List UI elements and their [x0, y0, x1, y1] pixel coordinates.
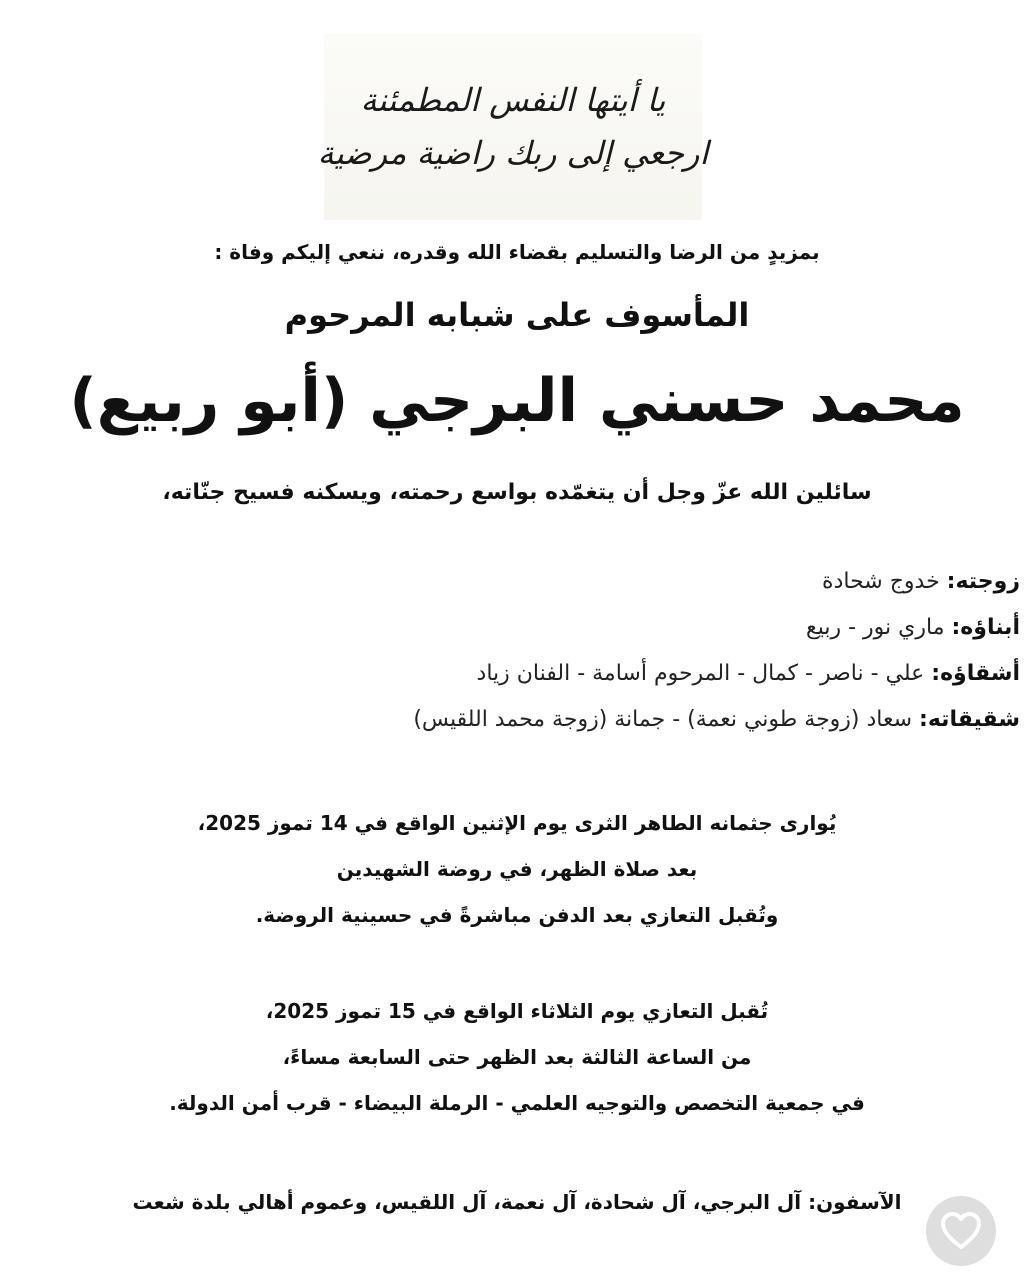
family-value: سعاد (زوجة طوني نعمة) - جمانة (زوجة محمد اللقيس): [413, 707, 920, 732]
calligraphy-line-1: يا أيتها النفس المطمئنة: [360, 80, 666, 119]
funeral-line-2: بعد صلاة الظهر، في روضة الشهيدين: [336, 857, 698, 881]
family-row-children: [413, 612, 1020, 658]
funeral-line-3: وتُقبل التعازي بعد الدفن مباشرةً في حسينية الروضة.: [255, 903, 779, 927]
family-value: ماري نور - ربيع: [806, 615, 952, 640]
prayer-text: سائلين الله عزّ وجل أن يتغمّده بواسع رحمته، ويسكنه فسيح جنّاته،: [162, 480, 872, 505]
subheading: المأسوف على شبابه المرحوم: [284, 296, 750, 334]
condolence-line-3: في جمعية التخصص والتوجيه العلمي - الرملة البيضاء - قرب أمن الدولة.: [169, 1091, 865, 1115]
family-row-brothers: [413, 658, 1020, 704]
family-label: شقيقاته:: [919, 707, 1020, 732]
condolence-line-1: تُقبل التعازي يوم الثلاثاء الواقع في 15 تموز 2025،: [265, 999, 769, 1023]
mourners-line: الآسفون: آل البرجي، آل شحادة، آل نعمة، آل اللقيس، وعموم أهالي بلدة شعت: [132, 1190, 902, 1214]
calligraphy-line-2: ارجعي إلى ربك راضية مرضية: [317, 134, 709, 172]
family-value: علي - ناصر - كمال - المرحوم أسامة - الفنان زياد: [476, 661, 932, 686]
deceased-name: محمد حسني البرجي (أبو ربيع): [69, 366, 965, 436]
family-row-sisters: [413, 704, 1020, 750]
heart-icon-shape: [939, 1211, 983, 1251]
family-row-wife: [413, 566, 1020, 612]
family-value: خدوج شحادة: [822, 569, 947, 594]
intro-text: بمزيدٍ من الرضا والتسليم بقضاء الله وقدره، ننعي إليكم وفاة :: [214, 240, 820, 264]
family-label: أبناؤه:: [951, 615, 1020, 640]
condolence-line-2: من الساعة الثالثة بعد الظهر حتى السابعة مساءً،: [282, 1045, 752, 1069]
condolence-details: [0, 996, 1034, 1134]
heart-icon[interactable]: [926, 1196, 996, 1266]
funeral-line-1: يُوارى جثمانه الطاهر الثرى يوم الإثنين الواقع في 14 تموز 2025،: [197, 811, 837, 835]
family-label: أشقاؤه:: [931, 661, 1020, 686]
family-label: زوجته:: [946, 569, 1020, 594]
funeral-details: [0, 808, 1034, 946]
quran-verse-calligraphy: [317, 34, 709, 220]
family-list: [413, 566, 1020, 750]
